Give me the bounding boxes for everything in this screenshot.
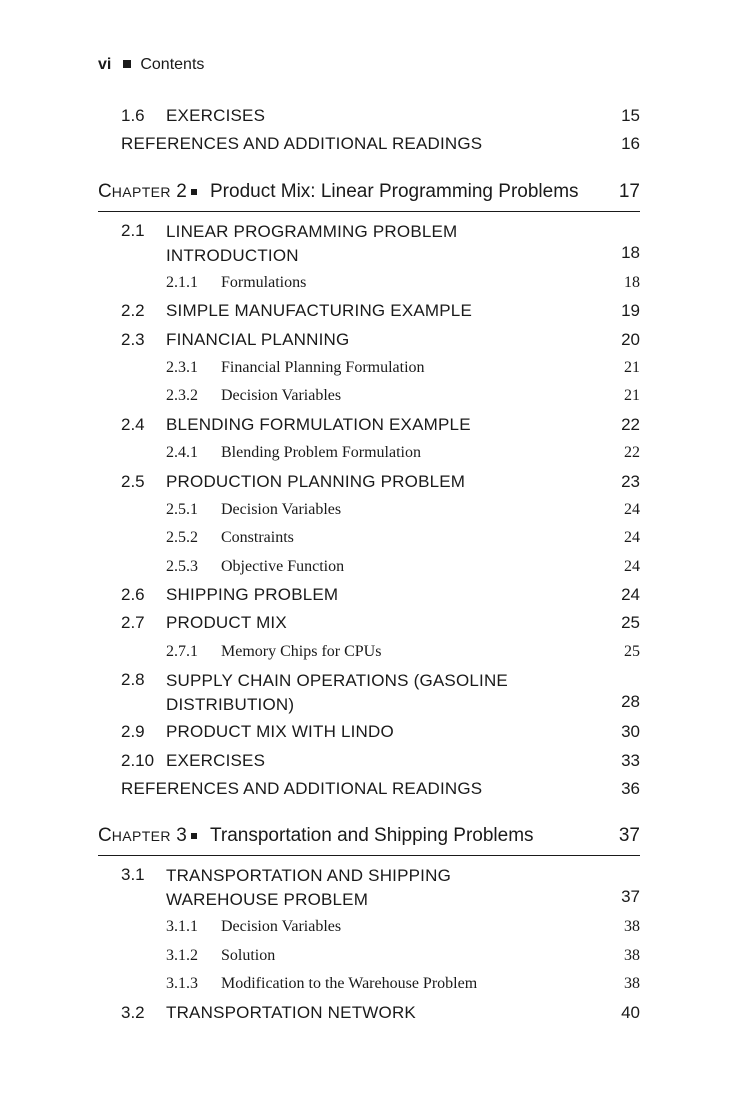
chapter-label-rest: HAPTER — [111, 828, 171, 845]
section-number: 2.7 — [121, 613, 145, 633]
chapter-heading — [98, 177, 640, 212]
page-number: 23 — [621, 471, 640, 491]
section-number: 2.5.3 — [166, 557, 198, 575]
chapter-label-initial: C — [98, 180, 112, 202]
chapter-number: 2 — [176, 180, 187, 202]
chapter-label — [98, 821, 187, 851]
section-title — [166, 220, 566, 268]
toc-references-entry — [98, 130, 640, 158]
running-header-section: Contents — [140, 56, 205, 73]
page-number: 20 — [621, 329, 640, 349]
section-title-line: SUPPLY CHAIN OPERATIONS (GASOLINE — [166, 671, 508, 691]
section-number: 3.1 — [121, 865, 145, 885]
section-title: TRANSPORTATION NETWORK — [166, 1002, 416, 1022]
section-title: Memory Chips for CPUs — [221, 642, 382, 660]
section-number: 2.3.2 — [166, 387, 198, 405]
square-bullet-icon — [123, 60, 131, 68]
section-number: 3.1.3 — [166, 975, 198, 993]
toc-subsection-entry — [98, 269, 640, 297]
section-title: Solution — [221, 946, 276, 964]
section-number: 2.3 — [121, 329, 145, 349]
toc-section-entry — [98, 666, 640, 718]
toc-subsection-entry — [98, 496, 640, 524]
page-number: 24 — [624, 500, 640, 518]
toc-section-entry — [98, 747, 640, 775]
toc-section-entry — [98, 718, 640, 746]
section-title-line: DISTRIBUTION) — [166, 695, 295, 715]
page-number: 24 — [624, 529, 640, 547]
toc-section-entry — [98, 999, 640, 1027]
toc-section-entry — [98, 411, 640, 439]
toc-subsection-entry — [98, 913, 640, 941]
section-number: 2.4.1 — [166, 444, 198, 462]
section-number: 2.6 — [121, 585, 145, 605]
section-number: 3.1.2 — [166, 946, 198, 964]
toc-section-entry — [98, 297, 640, 325]
section-number: 1.6 — [121, 106, 145, 125]
toc-subsection-entry — [98, 553, 640, 581]
section-title: SIMPLE MANUFACTURING EXAMPLE — [166, 301, 472, 321]
page-number: 24 — [624, 557, 640, 575]
page-number: 36 — [621, 779, 640, 799]
page-number: 37 — [618, 825, 640, 847]
section-number: 2.8 — [121, 670, 145, 690]
square-bullet-icon — [191, 189, 197, 195]
toc-section-entry — [98, 102, 640, 130]
section-title: PRODUCT MIX — [166, 613, 287, 633]
section-number: 2.10 — [121, 750, 155, 770]
toc-section-entry — [98, 326, 640, 354]
page-number: 21 — [624, 387, 640, 405]
section-number: 2.1 — [121, 220, 145, 240]
section-title-line: TRANSPORTATION AND SHIPPING — [166, 866, 451, 886]
section-number: 3.1.1 — [166, 918, 198, 936]
page-number: 19 — [621, 301, 640, 321]
toc-subsection-entry — [98, 354, 640, 382]
section-title: Constraints — [221, 529, 294, 547]
chapter-heading — [98, 821, 640, 856]
page-number: 24 — [621, 585, 640, 605]
page-number: 28 — [621, 692, 640, 712]
section-number: 2.3.1 — [166, 358, 198, 376]
section-title: EXERCISES — [166, 750, 266, 770]
toc-section-entry — [98, 861, 640, 913]
toc-subsection-entry — [98, 942, 640, 970]
page-number: 25 — [624, 642, 640, 660]
section-number: 2.5.1 — [166, 500, 198, 518]
section-title: Financial Planning Formulation — [221, 358, 425, 376]
section-title-line: LINEAR PROGRAMMING PROBLEM — [166, 221, 458, 241]
section-title: BLENDING FORMULATION EXAMPLE — [166, 414, 471, 434]
section-number: 2.2 — [121, 301, 145, 321]
page-number: 25 — [621, 613, 640, 633]
toc-section-entry — [98, 468, 640, 496]
page-number: 15 — [621, 106, 640, 125]
toc-section-entry — [98, 609, 640, 637]
section-title: Decision Variables — [221, 387, 342, 405]
toc-section-entry — [98, 581, 640, 609]
chapter-label — [98, 177, 187, 207]
toc-subsection-entry — [98, 382, 640, 410]
running-header — [98, 56, 204, 74]
toc-section-entry — [98, 217, 640, 269]
square-bullet-icon — [191, 833, 197, 839]
toc-references-entry — [98, 775, 640, 803]
section-title: Objective Function — [221, 557, 345, 575]
section-number: 2.4 — [121, 414, 145, 434]
section-title: Blending Problem Formulation — [221, 444, 421, 462]
page-number: 18 — [624, 273, 640, 291]
page-number: 40 — [621, 1002, 640, 1022]
section-number: 2.5 — [121, 471, 145, 491]
section-title: REFERENCES AND ADDITIONAL READINGS — [121, 134, 483, 154]
chapter-label-initial: C — [98, 825, 112, 847]
section-title — [166, 669, 566, 717]
section-number: 2.7.1 — [166, 642, 198, 660]
section-title: PRODUCT MIX WITH LINDO — [166, 722, 394, 742]
section-title: Formulations — [221, 273, 307, 291]
section-number: 2.9 — [121, 722, 145, 742]
section-title: SHIPPING PROBLEM — [166, 585, 339, 605]
chapter-title: Product Mix: Linear Programming Problems — [210, 180, 579, 202]
chapter-label-rest: HAPTER — [111, 183, 171, 200]
page-folio: vi — [98, 56, 112, 73]
section-title: EXERCISES — [166, 106, 266, 125]
chapter-number: 3 — [176, 825, 187, 847]
page-number: 38 — [624, 946, 640, 964]
section-title: Decision Variables — [221, 500, 342, 518]
section-number: 2.1.1 — [166, 273, 198, 291]
page-number: 30 — [621, 722, 640, 742]
section-number: 2.5.2 — [166, 529, 198, 547]
section-title: FINANCIAL PLANNING — [166, 329, 350, 349]
chapter-title: Transportation and Shipping Problems — [210, 825, 534, 847]
page-number: 16 — [621, 134, 640, 154]
section-title-line: INTRODUCTION — [166, 245, 299, 265]
table-of-contents — [98, 102, 640, 1027]
page-number: 37 — [621, 887, 640, 907]
section-title-line: WAREHOUSE PROBLEM — [166, 890, 369, 910]
page-number: 38 — [624, 918, 640, 936]
toc-subsection-entry — [98, 970, 640, 998]
toc-subsection-entry — [98, 524, 640, 552]
toc-subsection-entry — [98, 439, 640, 467]
section-title — [166, 864, 566, 912]
section-number: 3.2 — [121, 1002, 145, 1022]
section-title: REFERENCES AND ADDITIONAL READINGS — [121, 779, 483, 799]
page-number: 21 — [624, 358, 640, 376]
page-number: 18 — [621, 242, 640, 262]
toc-subsection-entry — [98, 638, 640, 666]
page-number: 33 — [621, 750, 640, 770]
section-title: PRODUCTION PLANNING PROBLEM — [166, 471, 466, 491]
section-title: Decision Variables — [221, 918, 342, 936]
page-number: 17 — [618, 180, 640, 202]
section-title: Modification to the Warehouse Problem — [221, 975, 478, 993]
page-number: 22 — [624, 444, 640, 462]
page-number: 22 — [621, 414, 640, 434]
page-number: 38 — [624, 975, 640, 993]
